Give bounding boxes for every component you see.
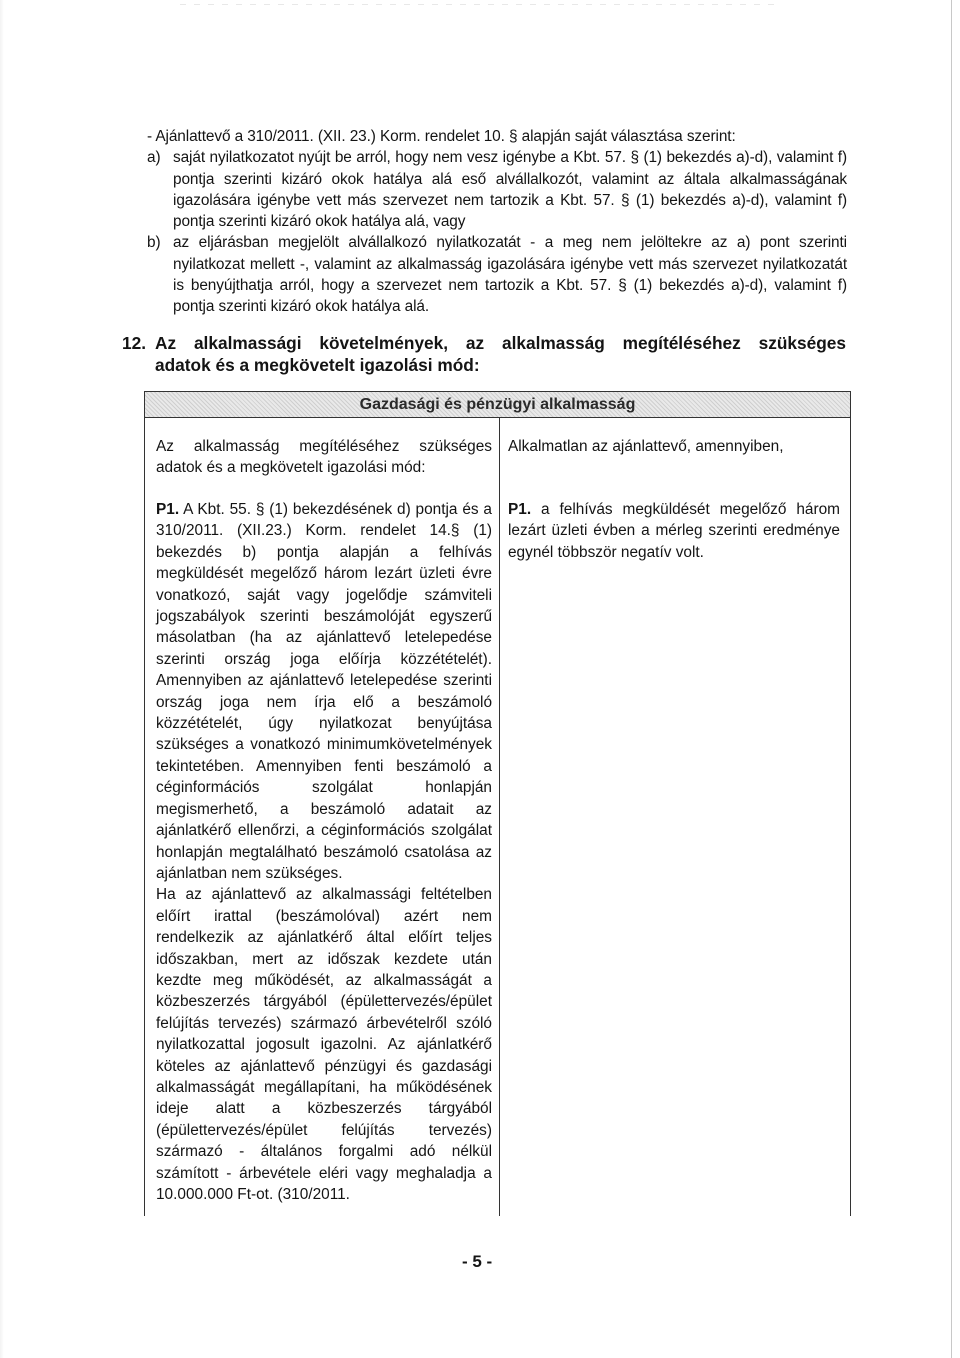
section-heading bbox=[122, 332, 846, 376]
unsuitability-text: a felhívás megküldését megelőző három lezárt üzleti évben a mérleg szerinti eredménye egynél többször negatív volt. bbox=[508, 501, 840, 561]
list-item-a bbox=[147, 147, 847, 232]
section-number: 12. bbox=[122, 333, 147, 353]
table-body bbox=[145, 418, 850, 1216]
title-word: alkalmassági bbox=[193, 333, 302, 353]
title-word: követelmények, bbox=[319, 333, 449, 353]
page-number: - 5 - bbox=[462, 1252, 493, 1271]
column-divider bbox=[499, 418, 500, 1216]
scan-left-shadow bbox=[0, 0, 4, 1358]
unsuitability-cell bbox=[508, 499, 840, 563]
item-text: saját nyilatkozatot nyújt be arról, hogy nem vesz igénybe a Kbt. 57. § (1) bekezdés a)-d), valamint f) pontja szerinti kizáró okok hatálya alá eső alvállalkozót, valamint az általa alkalmasságának igazolására igénybe vett más szervezet nem tartozik a Kbt. 57. § (1) bekezdés a)-d), valamint f) pontja szerinti kizáró okok hatálya alá, vagy bbox=[173, 149, 847, 231]
intro-line: - Ajánlattevő a 310/2011. (XII. 23.) Korm. rendelet 10. § alapján saját választása szerint: bbox=[147, 128, 736, 145]
requirement-text: A Kbt. 55. § (1) bekezdésének d) pontja és a 310/2011. (XII.23.) Korm. rendelet 14.§ (1) bekezdés b) pontja alapján a felhívás megküldését megelőző három lezárt üzleti évre vonatkozó, saját vagy jogelődje számviteli jogszabályok szerinti beszámolóját egyszerű másolatban (ha az ajánlattevő letelepedése szerinti ország joga előírja közzétételét). Amennyiben az ajánlattevő letelepedése szerinti ország joga nem írja elő a beszámoló közzétételét, úgy nyilatkozat benyújtása szükséges a vonatkozó minimumkövetelmények tekintetében. Amennyiben fenti beszámoló a céginformációs szolgálat honlapján megismerhető, a beszámoló adatait az ajánlatkérő ellenőrzi, a céginformációs szolgálat honlapján megtalálható beszámoló csatolása az ajánlatban nem szükséges. bbox=[156, 501, 492, 882]
item-text: az eljárásban megjelölt alvállalkozó nyilatkozatát - a meg nem jelöltekre az a) pont szerinti nyilatkozat mellett -, valamint az alkalmasság igazolására igénybe vett más szervezet nyilatkozatát is benyújthatja arról, hogy a szervezet nem tartozik a Kbt. 57. § (1) bekezdés a)-d), valamint f) pontja szerinti kizáró okok hatálya alá. bbox=[173, 234, 847, 316]
requirement-text-2: Ha az ajánlattevő az alkalmassági feltételben előírt irattal (beszámolóval) azért nem rendelkezik az ajánlatkérő által előírt teljes időszakban, mert az időszak kezdete után kezdte meg működését, az alkalmasságát a közbeszerzés tárgyából (épülettervezés/épület felújítás tervezés) származó árbevételről szóló nyilatkozattal jogosult igazolni. Az ajánlatkérő köteles az ajánlattevő pénzügyi és gazdasági alkalmasságát megállapítani, ha működésének ideje alatt a közbeszerzés tárgyából (épülettervezés/épület felújítás tervezés) származó - általános forgalmi adó nélkül számított - árbevétele eléri vagy meghaladja a 10.000.000 Ft-ot. (310/2011. bbox=[156, 886, 492, 1203]
title-word: az bbox=[465, 333, 485, 353]
section-title-line2: adatok és a megkövetelt igazolási mód: bbox=[155, 355, 480, 375]
requirement-label: P1. bbox=[156, 501, 180, 518]
intro-block bbox=[147, 126, 847, 318]
title-word: szükséges bbox=[758, 333, 846, 353]
requirement-cell bbox=[156, 499, 492, 1205]
section-title-line1 bbox=[155, 332, 846, 354]
unsuitability-label: P1. bbox=[508, 501, 532, 518]
item-label: b) bbox=[147, 234, 161, 252]
title-word: Az bbox=[155, 333, 177, 353]
list-item-b bbox=[147, 232, 847, 317]
title-word: megítéléséhez bbox=[622, 333, 741, 353]
scan-noise bbox=[180, 4, 780, 5]
title-word: alkalmasság bbox=[501, 333, 605, 353]
table-header-title: Gazdasági és pénzügyi alkalmasság bbox=[359, 395, 636, 413]
col2-header: Alkalmatlan az ajánlattevő, amennyiben, bbox=[508, 438, 784, 455]
item-label: a) bbox=[147, 149, 161, 167]
table-header bbox=[145, 392, 850, 418]
requirements-table bbox=[144, 391, 851, 1216]
scan-right-edge bbox=[951, 0, 952, 1358]
section-title bbox=[155, 332, 846, 376]
col1-header: Az alkalmasság megítéléséhez szükséges adatok és a megkövetelt igazolási mód: bbox=[156, 438, 492, 477]
